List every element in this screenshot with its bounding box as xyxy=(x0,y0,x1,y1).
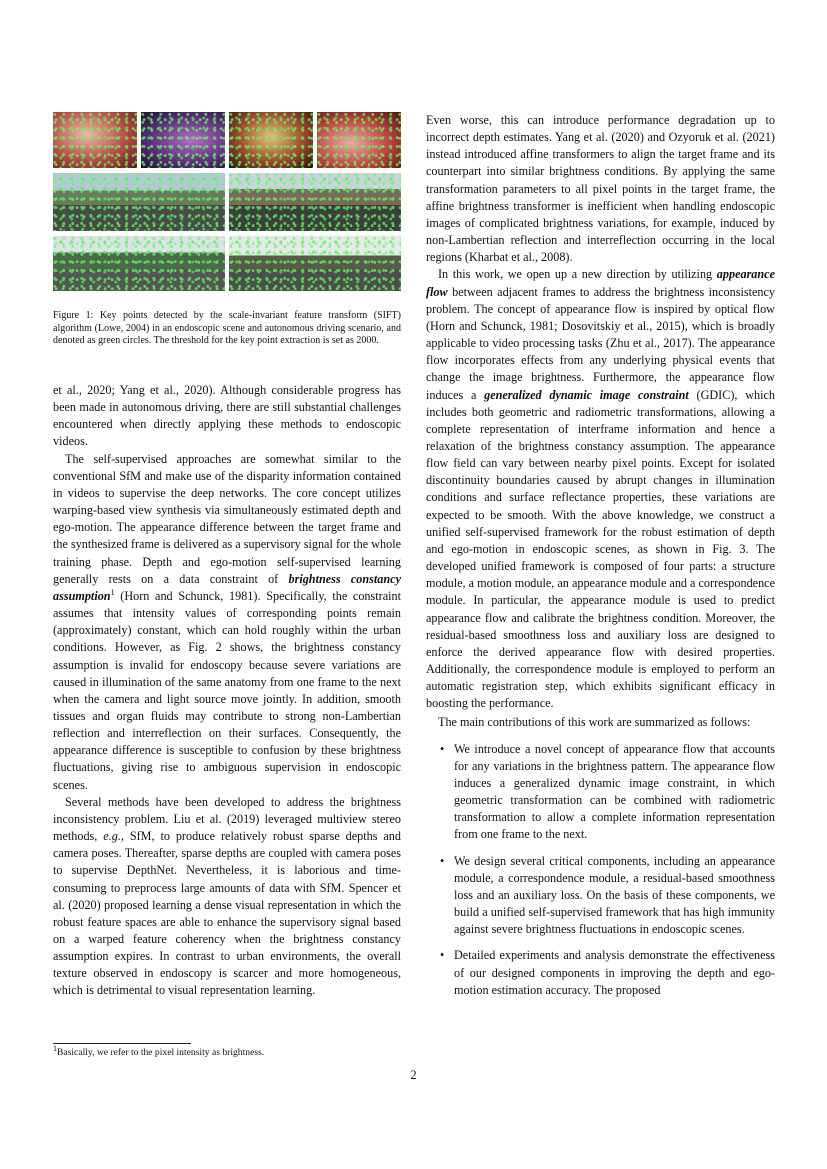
right-paragraph-1: Even worse, this can introduce performance degradation up to incorrect depth estimates. Yang et al. (2020) and Ozyoruk et al. (2021) instead introduced affine transformers to align the target frame and its counterpart into similar brightness conditions. By applying the same transformation parameters to all pixel points in the target frame, the affine brightness transformer is inefficient when handling endoscopic images of complicated brightness variations, for example, induced by non-Lambertian reflection and interreflection occurring in the local regions (Kharbat et al., 2008). xyxy=(426,113,775,265)
driving-image-4 xyxy=(229,236,401,291)
list-item: • Detailed experiments and analysis demonstrate the effectiveness of our designed components in improving the depth and ego-motion estimation accuracy. The proposed xyxy=(440,948,775,997)
right-paragraph-2: In this work, we open up a new direction by utilizing appearance flow between adjacent frames to address the brightness inconsistency problem. The concept of appearance flow is inspired by optical flow (Horn and Schunck, 1981; Dosovitskiy et al., 2015), which is broadly applicable to video processing tasks (Zhu et al., 2017). The appearance flow incorporates effects from any underlying physical events that change the image brightness. Furthermore, the appearance flow induces a generalized dynamic image constraint (GDIC), which includes both geometric and radiometric transformations, allowing a complete representation of interframe information and hence a relaxation of the brightness constancy assumption. The appearance flow field can vary between nearby pixel points. Except for isolated discontinuity boundaries caused by abrupt changes in illumination conditions and surface reflectance properties, these variations are expected to be smooth. With the above knowledge, we construct a unified self-supervised framework for the robust estimation of depth and ego-motion in endoscopic scenes, as shown in Fig. 3. The developed unified framework is composed of four parts: a structure module, a motion module, an appearance module and a correspondence module. In particular, the appearance module is used to predict appearance flow and calibrate the brightness condition. Moreover, the residual-based smoothness loss and auxiliary loss are designed to enforce the derived appearance flow with desired properties. Additionally, the correspondence module is employed to perform an automatic registration step, which exhibits significant efficacy in boosting the performance. xyxy=(426,267,775,711)
left-column xyxy=(53,382,401,1000)
driving-image-3 xyxy=(53,236,225,291)
gdic-term: generalized dynamic image constraint xyxy=(484,387,689,402)
endoscopic-image-1 xyxy=(53,112,137,168)
right-column xyxy=(426,112,775,999)
page-number: 2 xyxy=(410,1068,417,1082)
list-item: • We introduce a novel concept of appearance flow that accounts for any variations in the brightness pattern. The appearance flow induces a generalized dynamic image constraint, in which geometric transformation can be combined with radiometric transformation to allow a complete information representation from one frame to the next. xyxy=(440,741,775,842)
footnote-marker: 1 xyxy=(110,587,115,597)
endoscopic-image-3 xyxy=(229,112,313,168)
driving-image-2 xyxy=(229,173,401,231)
footnote-rule xyxy=(53,1043,191,1044)
driving-image-1 xyxy=(53,173,225,231)
footnote: $^1$Basically, we refer to the pixel intensity as brightness. xyxy=(53,1043,265,1058)
contributions-list xyxy=(426,741,775,999)
left-paragraph-1: et al., 2020; Yang et al., 2020). Although considerable progress has been made in autonomous driving, there are still substantial challenges encountered when directly applying these methods to endoscopic videos. xyxy=(53,383,401,449)
appearance-flow-term: appearance flow xyxy=(426,267,775,299)
list-item: • We design several critical components, including an appearance module, a correspondence module, a residual-based smoothness loss and an auxiliary loss. On the basis of these components, we build a unified self-supervised framework that has high immunity against severe brightness fluctuations in endoscopic scenes. xyxy=(440,853,775,937)
brightness-constancy-term: brightness constancy assumption xyxy=(53,571,401,603)
figure-1-caption: Figure 1: Key points detected by the scale-invariant feature transform (SIFT) algorithm (Lowe, 2004) in an endoscopic scene and autonomous driving scenario, and denoted as green circles. The threshold for the key point extraction is set as 2000. xyxy=(53,310,401,347)
left-paragraph-2: The self-supervised approaches are somewhat similar to the conventional SfM and make use of the disparity information contained in videos to supervise the deep networks. The core concept utilizes warping-based view synthesis via simultaneously estimated depth and ego-motion. The appearance difference between the target frame and the synthesized frame is delivered as a supervisory signal for the whole training phase. Depth and ego-motion self-supervised learning generally rests on a data constraint of brightness constancy assumption$^1$ (Horn and Schunck, 1981). Specifically, the constraint assumes that intensity values of corresponding points remain (approximately) constant, which can hold roughly within the urban conditions. However, as Fig. 2 shows, the brightness constancy assumption is invalid for endoscopy because severe variations are caused in illumination of the same anatomy from one frame to the next when the camera and light source move jointly. In addition, smooth tissues and organ fluids may contribute to strong non-Lambertian reflection and interreflection on their surfaces. Consequently, the appearance difference is susceptible to confusion by these brightness fluctuations, giving rise to ambiguous supervision in endoscopic scenes. xyxy=(53,451,401,792)
left-paragraph-3: Several methods have been developed to address the brightness inconsistency problem. Liu et al. (2019) leveraged multiview stereo methods, e.g., SfM, to produce relatively robust sparse depths and camera poses. Thereafter, sparse depths are coupled with camera poses to supervise DepthNet. Nevertheless, it is laborious and time-consuming to preprocess large amounts of data with SfM. Spencer et al. (2020) proposed learning a dense visual representation in which the robust feature spaces are able to enhance the supervisory signal based on a warped feature coherency when the brightness constancy assumption expires. In contrast to urban environments, the overall texture observed in endoscopy is scarcer and more homogeneous, which is detrimental to visual representation learning. xyxy=(53,794,401,998)
endoscopic-image-2 xyxy=(141,112,225,168)
endoscopic-image-4 xyxy=(317,112,401,168)
figure-1-image xyxy=(53,112,401,292)
right-paragraph-3: The main contributions of this work are summarized as follows: xyxy=(438,715,751,730)
